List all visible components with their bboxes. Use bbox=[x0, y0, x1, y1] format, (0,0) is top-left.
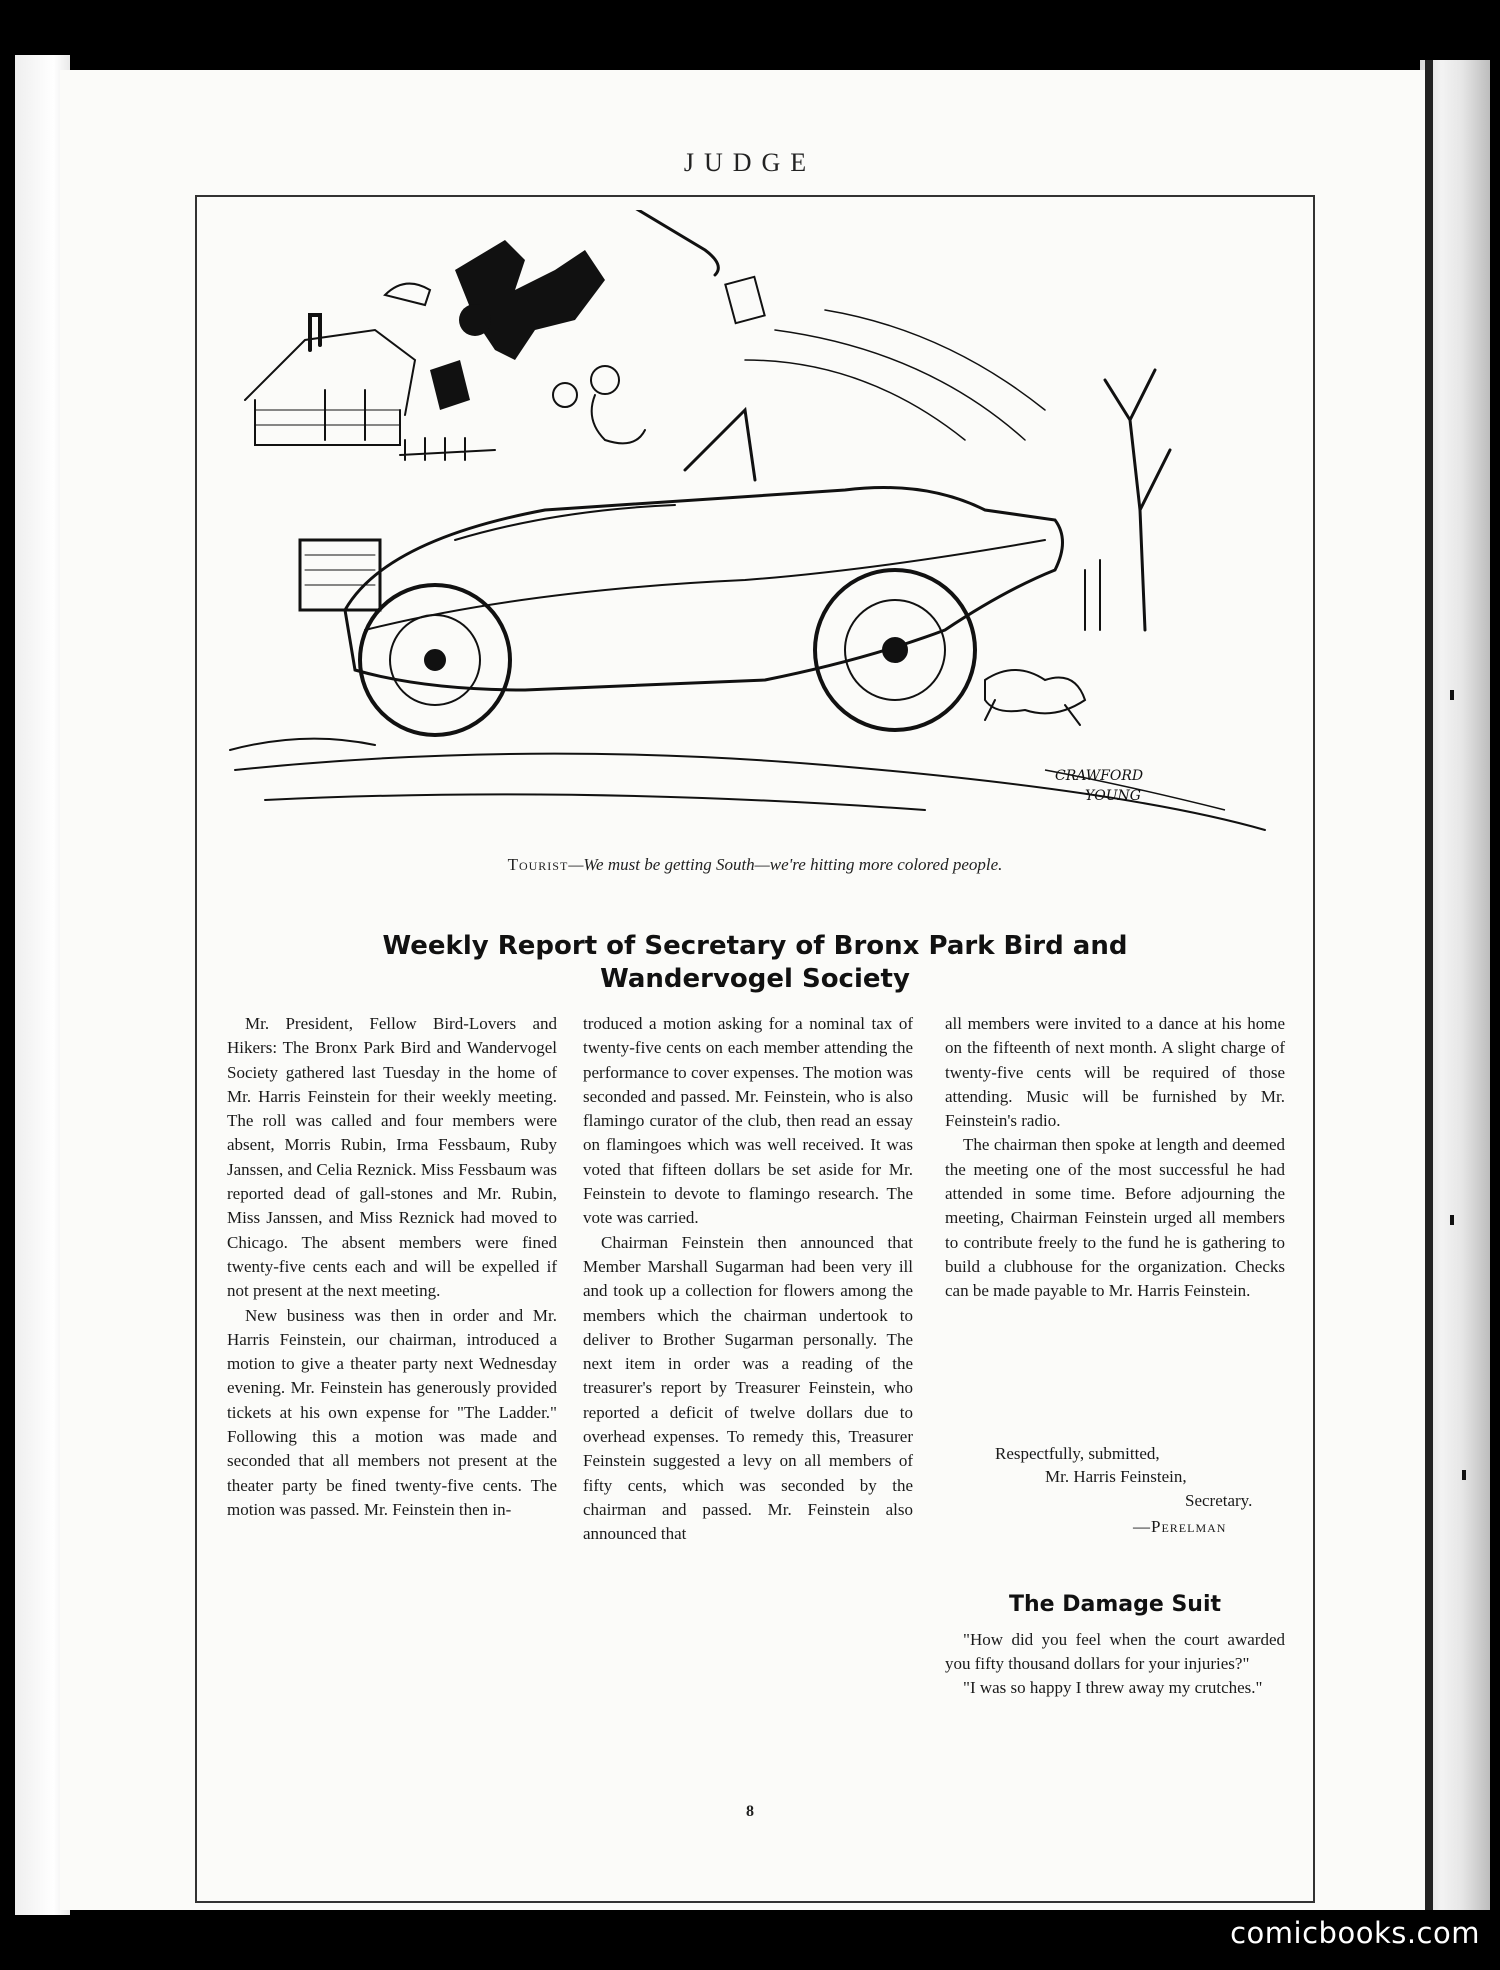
paragraph: all members were invited to a dance at his home on the fifteenth of next month. A slight charge of twenty-five cents will be required of those attending. Music will be furnished by Mr. Feinstein's radio. bbox=[945, 1014, 1285, 1131]
article-column-2 bbox=[583, 1012, 913, 1547]
cartoon-caption bbox=[195, 855, 1315, 875]
artist-signature-line2: YOUNG bbox=[1085, 788, 1141, 804]
paragraph: Chairman Feinstein then announced that Member Marshall Sugarman had been very ill and took up a collection for flowers among the members which the chairman undertook to deliver to Brother Sugarman personally. The next item in order was a reading of the treasurer's report by Treasurer Feinstein, who reported a deficit of twelve dollars due to overhead expenses. To remedy this, Treasurer Feinstein suggested a levy on all members of fifty cents, which was seconded by the chairman and passed. Mr. Feinstein also announced that bbox=[583, 1232, 913, 1544]
paragraph: Mr. President, Fellow Bird-Lovers and Hikers: The Bronx Park Bird and Wandervogel Society gathered last Tuesday in the home of Mr. Harris Feinstein for their weekly meeting. The roll was called and four members were absent, Morris Rubin, Irma Fessbaum, Ruby Janssen, and Celia Reznick. Miss Fessbaum was reported dead of gall-stones and Mr. Rubin, Miss Janssen, and Miss Reznick had moved to Chicago. The absent members were fined twenty-five cents each and will be expelled if not present at the next meeting. bbox=[227, 1014, 557, 1301]
article-headline bbox=[300, 930, 1210, 996]
paragraph: The chairman then spoke at length and deemed the meeting one of the most successful he had attended in some time. Before adjourning the meeting, Chairman Feinstein urged all members to contribute freely to the fund he is gathering to build a clubhouse for the organization. Checks can be made payable to Mr. Harris Feinstein. bbox=[945, 1135, 1285, 1301]
article-byline: —Perelman bbox=[1133, 1517, 1227, 1536]
edge-mark bbox=[1462, 1470, 1466, 1480]
joke-line: "How did you feel when the court awarded you fifty thousand dollars for your injuries?" bbox=[945, 1630, 1285, 1673]
paragraph: troduced a motion asking for a nominal tax of twenty-five cents on each member attending the performance to cover expenses. The motion was seconded and passed. Mr. Feinstein, who is also flamingo curator of the club, then read an essay on flamingoes which was well received. It was voted that fifteen dollars be set aside for Mr. Feinstein to devote to flamingo research. The vote was carried. bbox=[583, 1014, 913, 1228]
magazine-title: JUDGE bbox=[683, 148, 817, 177]
site-watermark: comicbooks.com bbox=[1230, 1916, 1480, 1950]
headline-line1: Weekly Report of Secretary of Bronx Park Bird and bbox=[382, 931, 1128, 961]
joke-line: "I was so happy I threw away my crutches." bbox=[963, 1678, 1263, 1697]
signoff-line2: Mr. Harris Feinstein, bbox=[1045, 1467, 1187, 1486]
headline-line2: Wandervogel Society bbox=[600, 964, 910, 994]
edge-mark bbox=[1450, 1215, 1454, 1225]
caption-speaker: Tourist bbox=[507, 855, 569, 874]
signoff-line1: Respectfully, submitted, bbox=[995, 1444, 1160, 1463]
edge-mark bbox=[1450, 690, 1454, 700]
page-gutter bbox=[1425, 60, 1433, 1910]
article-column-3 bbox=[945, 1012, 1285, 1304]
signoff-line3: Secretary. bbox=[1185, 1491, 1253, 1510]
artist-signature-line1: CRAWFORD bbox=[1055, 768, 1144, 784]
page-number: 8 bbox=[746, 1803, 754, 1820]
article-column-1 bbox=[227, 1012, 557, 1522]
paragraph: New business was then in order and Mr. Harris Feinstein, our chairman, introduced a motion to give a theater party next Wednesday evening. Mr. Feinstein has generously provided tickets at his own expense for "The Ladder." Following this a motion was made and seconded that all members not present at the theater party be fined twenty-five cents. The motion was passed. Mr. Feinstein then in- bbox=[227, 1305, 557, 1519]
cartoon-illustration bbox=[225, 210, 1275, 840]
caption-text: —We must be getting South—we're hitting more colored people. bbox=[568, 855, 1003, 874]
sidebar-joke bbox=[945, 1628, 1285, 1700]
sidebar-title: The Damage Suit bbox=[1008, 1592, 1222, 1617]
